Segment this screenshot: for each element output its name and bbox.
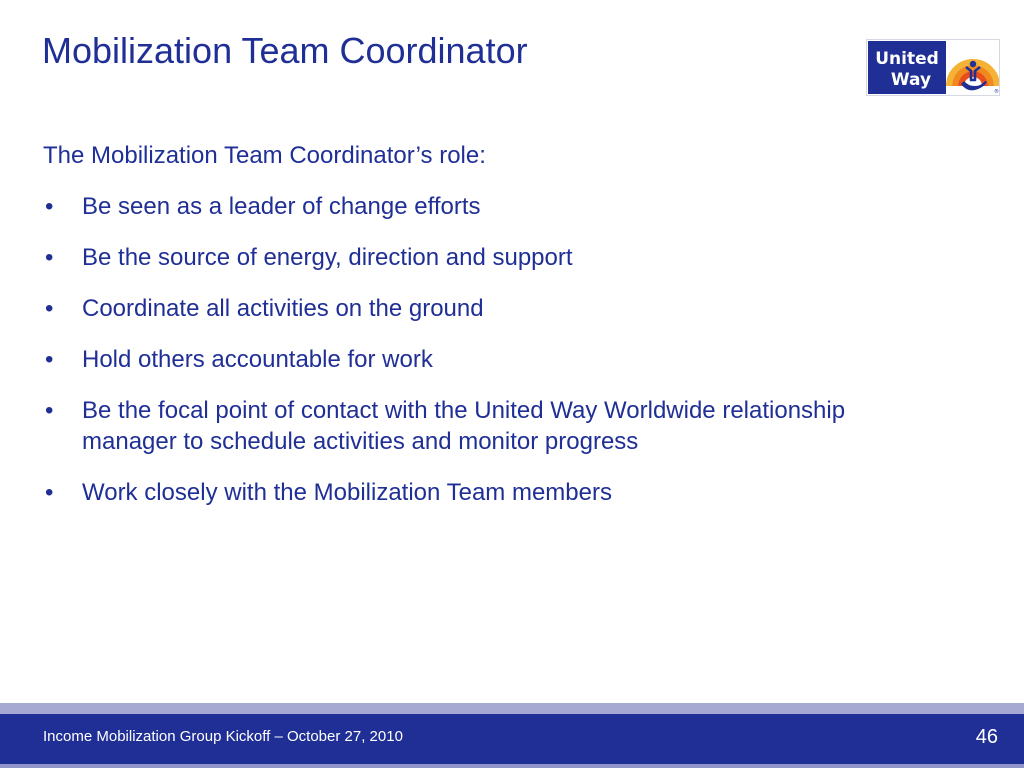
page-number: 46	[975, 726, 998, 748]
footer-accent-band	[0, 703, 1024, 714]
footer-bar	[0, 714, 1024, 768]
logo-line-1: United	[875, 49, 939, 69]
bullet-item: • Be seen as a leader of change efforts	[43, 191, 863, 222]
svg-text:®: ®	[994, 89, 999, 95]
bullet-item: • Coordinate all activities on the ground	[43, 293, 863, 324]
bullet-item: • Work closely with the Mobilization Team members	[43, 477, 863, 508]
slide-title: Mobilization Team Coordinator	[42, 30, 528, 71]
bullet-item: • Hold others accountable for work	[43, 344, 863, 375]
intro-text: The Mobilization Team Coordinator’s role:	[43, 142, 486, 169]
bullet-item: • Be the focal point of contact with the United Way Worldwide relationship manager to schedule activities and monitor progress	[43, 395, 863, 457]
footer-text: Income Mobilization Group Kickoff – October 27, 2010	[43, 728, 403, 745]
slide-body	[43, 140, 863, 528]
united-way-logo	[866, 39, 1000, 96]
united-way-logo-icon	[867, 40, 999, 95]
bullet-item: • Be the source of energy, direction and support	[43, 242, 863, 273]
bullet-list	[43, 191, 863, 508]
logo-line-2: Way	[890, 70, 932, 90]
